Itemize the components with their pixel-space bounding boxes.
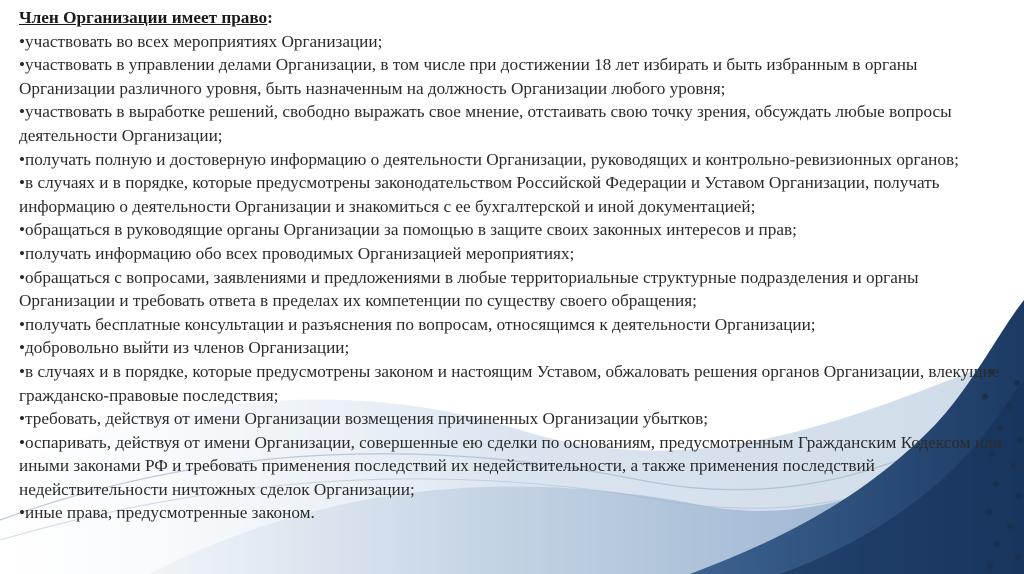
rights-list: [19, 30, 1009, 525]
list-item-text: обращаться в руководящие органы Организации за помощью в защите своих законных интересов и прав;: [25, 220, 797, 240]
list-item: [19, 30, 1009, 54]
list-item-text: в случаях и в порядке, которые предусмотрены законодательством Российской Федерации и Уставом Организации, получать информацию о деятельности Организации и знакомиться с ее бухгалтерской и иной документацией;: [19, 173, 940, 216]
list-item-text: добровольно выйти из членов Организации;: [25, 338, 350, 358]
list-item-text: получать бесплатные консультации и разъяснения по вопросам, относящимся к деятельности Организации;: [25, 314, 816, 334]
bullet-icon: •: [19, 267, 26, 287]
heading-colon: :: [267, 8, 273, 27]
list-item: [19, 313, 1009, 337]
list-item: [19, 407, 1009, 431]
list-item: [19, 218, 1009, 242]
list-item-text: оспаривать, действуя от имени Организации, совершенные ею сделки по основаниям, предусмотренным Гражданским Кодексом или иными законами РФ и требовать применения последствий их недействительности, а также применения последствий недействительности ничтожных сделок Организации;: [19, 432, 1002, 499]
bullet-icon: •: [19, 361, 26, 381]
bullet-icon: •: [19, 338, 26, 358]
list-item: [19, 100, 1009, 147]
list-item: [19, 242, 1009, 266]
bullet-icon: •: [19, 432, 26, 452]
list-item-text: участвовать в выработке решений, свободно выражать свое мнение, отстаивать свою точку зрения, обсуждать любые вопросы деятельности Организации;: [19, 102, 952, 145]
list-item-text: участвовать в управлении делами Организации, в том числе при достижении 18 лет избирать и быть избранным в органы Организации различного уровня, быть назначенным на должность Организации любого уровня;: [19, 55, 918, 98]
list-item-text: требовать, действуя от имени Организации возмещения причиненных Организации убытков;: [25, 409, 709, 429]
list-item-text: получать информацию обо всех проводимых Организацией мероприятиях;: [25, 243, 575, 263]
bullet-icon: •: [19, 314, 26, 334]
list-item-text: обращаться с вопросами, заявлениями и предложениями в любые территориальные структурные подразделения и органы Организации и требовать ответа в пределах их компетенции по существу своего обращения;: [19, 267, 919, 311]
heading: [19, 6, 1009, 30]
list-item-text: иные права, предусмотренные законом.: [25, 503, 315, 523]
bullet-icon: •: [19, 243, 26, 263]
list-item-text: получать полную и достоверную информацию о деятельности Организации, руководящих и контрольно-ревизионных органов;: [25, 149, 959, 169]
list-item: [19, 360, 1009, 407]
document-body: [19, 6, 1009, 525]
list-item: [19, 266, 1009, 313]
bullet-icon: •: [19, 409, 26, 429]
bullet-icon: •: [19, 220, 26, 240]
bullet-icon: •: [19, 31, 26, 51]
bullet-icon: •: [19, 55, 26, 75]
list-item: [19, 53, 1009, 100]
list-item: [19, 148, 1009, 172]
bullet-icon: •: [19, 102, 26, 122]
list-item: [19, 336, 1009, 360]
list-item: [19, 431, 1009, 502]
heading-title: Член Организации имеет право: [19, 8, 268, 27]
bullet-icon: •: [19, 173, 26, 193]
list-item: [19, 501, 1009, 525]
list-item: [19, 171, 1009, 218]
bullet-icon: •: [19, 149, 26, 169]
bullet-icon: •: [19, 503, 26, 523]
list-item-text: участвовать во всех мероприятиях Организации;: [25, 31, 383, 51]
list-item-text: в случаях и в порядке, которые предусмотрены законом и настоящим Уставом, обжаловать решения органов Организации, влекущие гражданско-правовые последствия;: [19, 361, 1000, 405]
